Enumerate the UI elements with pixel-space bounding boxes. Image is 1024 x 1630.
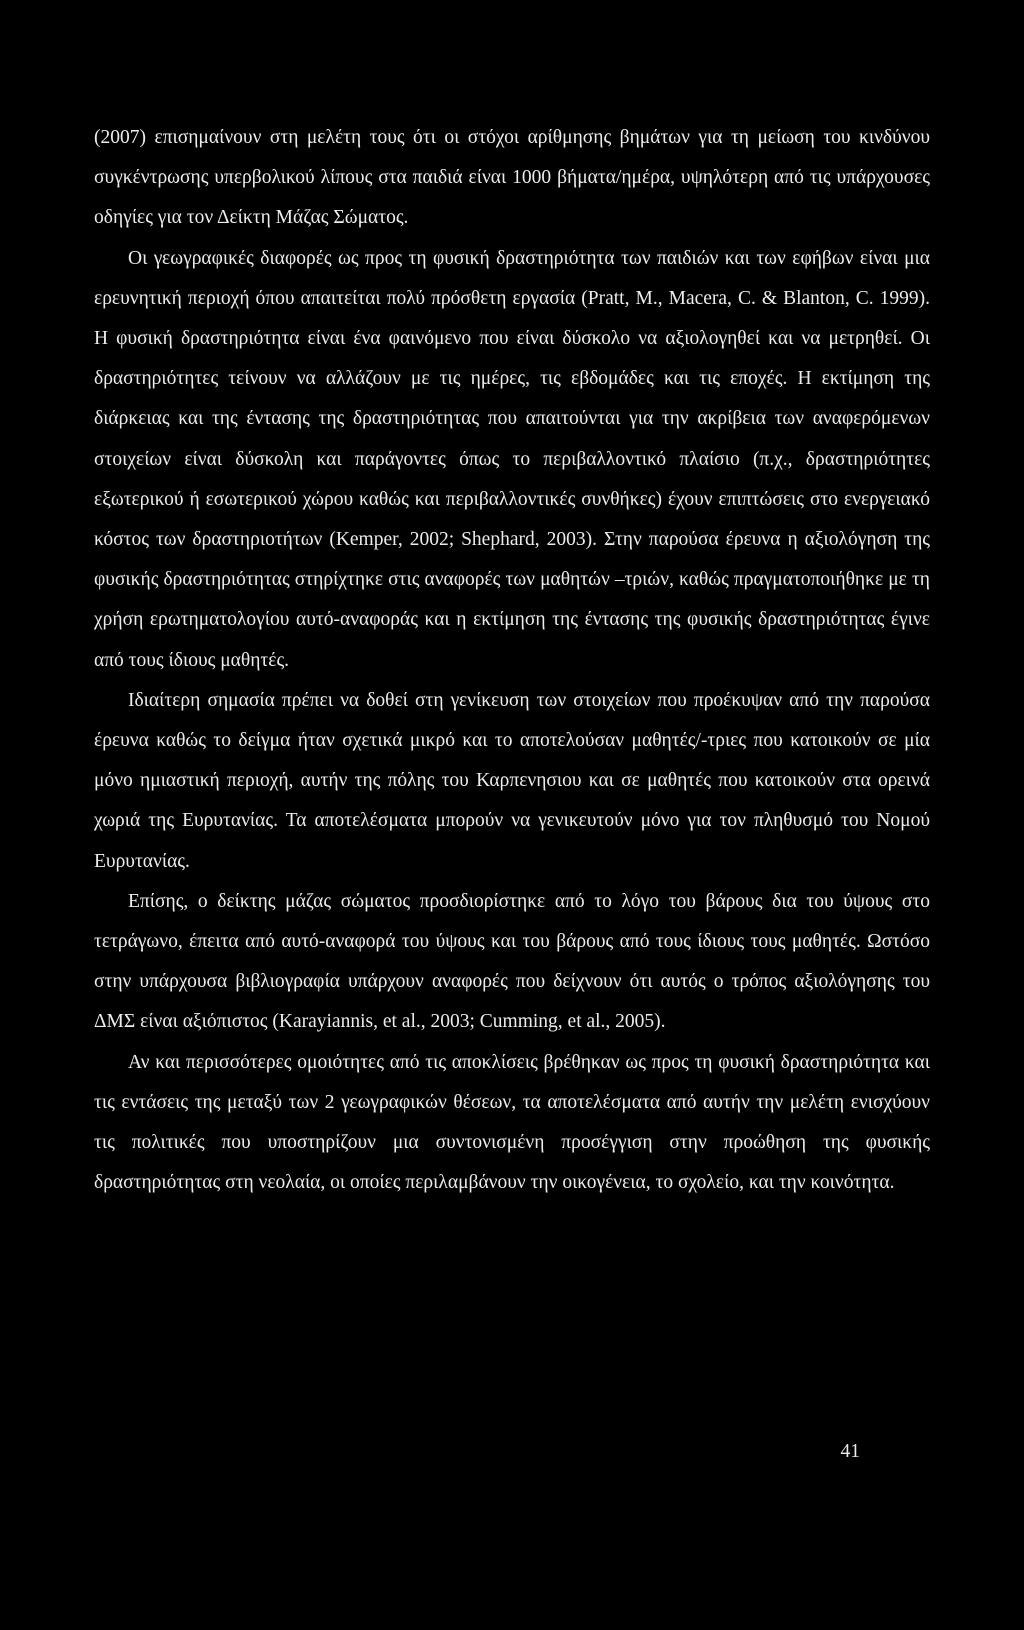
paragraph-conclusion: Αν και περισσότερες ομοιότητες από τις αποκλίσεις βρέθηκαν ως προς τη φυσική δραστηριότητα και τις εντάσεις της μεταξύ των 2 γεωγραφικών θέσεων, τα αποτελέσματα από αυτήν την μελέτη ενισχύουν τις πολιτικές που υποστηρίζουν μια συντονισμένη προσέγγιση στην προώθηση της φυσικής δραστηριότητας στη νεολαία, οι οποίες περιλαμβάνουν την οικογένεια, το σχολείο, και την κοινότητα. xyxy=(94,1051,930,1194)
paragraph-geographic-differences: Οι γεωγραφικές διαφορές ως προς τη φυσική δραστηριότητα των παιδιών και των εφήβων είναι μια ερευνητική περιοχή όπου απαιτείται πολύ πρόσθετη εργασία (Pratt, M., Macera, C. & Blanton, C. 1999). Η φυσική δραστηριότητα είναι ένα φαινόμενο που είναι δύσκολο να αξιολογηθεί και να μετρηθεί. Οι δραστηριότητες τείνουν να αλλάζουν με τις ημέρες, τις εβδομάδες και τις εποχές. Η εκτίμηση της διάρκειας και της έντασης της δραστηριότητας που απαιτούνται για την ακρίβεια των αναφερόμενων στοιχείων είναι δύσκολη και παράγοντες όπως το περιβαλλοντικό πλαίσιο (π.χ., δραστηριότητες εξωτερικού ή εσωτερικού χώρου καθώς και περιβαλλοντικές συνθήκες) έχουν επιπτώσεις στο ενεργειακό κόστος των δραστηριοτήτων (Kemper, 2002; Shephard, 2003). Στην παρούσα έρευνα η αξιολόγηση της φυσικής δραστηριότητας στηρίχτηκε στις αναφορές των μαθητών –τριών, καθώς πραγματοποιήθηκε με τη χρήση ερωτηματολογίου αυτό-αναφοράς και η εκτίμηση της έντασης της φυσικής δραστηριότητας έγινε από τους ίδιους μαθητές. xyxy=(94,247,930,671)
paragraph-continuation: (2007) επισημαίνουν στη μελέτη τους ότι οι στόχοι αρίθμησης βημάτων για τη μείωση του κινδύνου συγκέντρωσης υπερβολικού λίπους στα παιδιά είναι 1000 βήματα/ημέρα, υψηλότερη από τις υπάρχουσες οδηγίες για τον Δείκτη Μάζας Σώματος. xyxy=(94,127,930,229)
document-body xyxy=(94,118,930,1203)
paragraph-generalization: Ιδιαίτερη σημασία πρέπει να δοθεί στη γενίκευση των στοιχείων που προέκυψαν από την παρούσα έρευνα καθώς το δείγμα ήταν σχετικά μικρό και το αποτελούσαν μαθητές/-τριες που κατοικούν σε μία μόνο ημιαστική περιοχή, αυτήν της πόλης του Καρπενησιου και σε μαθητές που κατοικούν στα ορεινά χωριά της Ευρυτανίας. Τα αποτελέσματα μπορούν να γενικευτούν μόνο για τον πληθυσμό του Νομού Ευρυτανίας. xyxy=(94,689,930,872)
paragraph-bmi: Επίσης, ο δείκτης μάζας σώματος προσδιορίστηκε από το λόγο του βάρους δια του ύψους στο τετράγωνο, έπειτα από αυτό-αναφορά του ύψους και του βάρους από τους ίδιους τους μαθητές. Ωστόσο στην υπάρχουσα βιβλιογραφία υπάρχουν αναφορές που δείχνουν ότι αυτός ο τρόπος αξιολόγησης του ΔΜΣ είναι αξιόπιστος (Karayiannis, et al., 2003; Cumming, et al., 2005). xyxy=(94,890,930,1033)
page-number: 41 xyxy=(840,1441,860,1462)
